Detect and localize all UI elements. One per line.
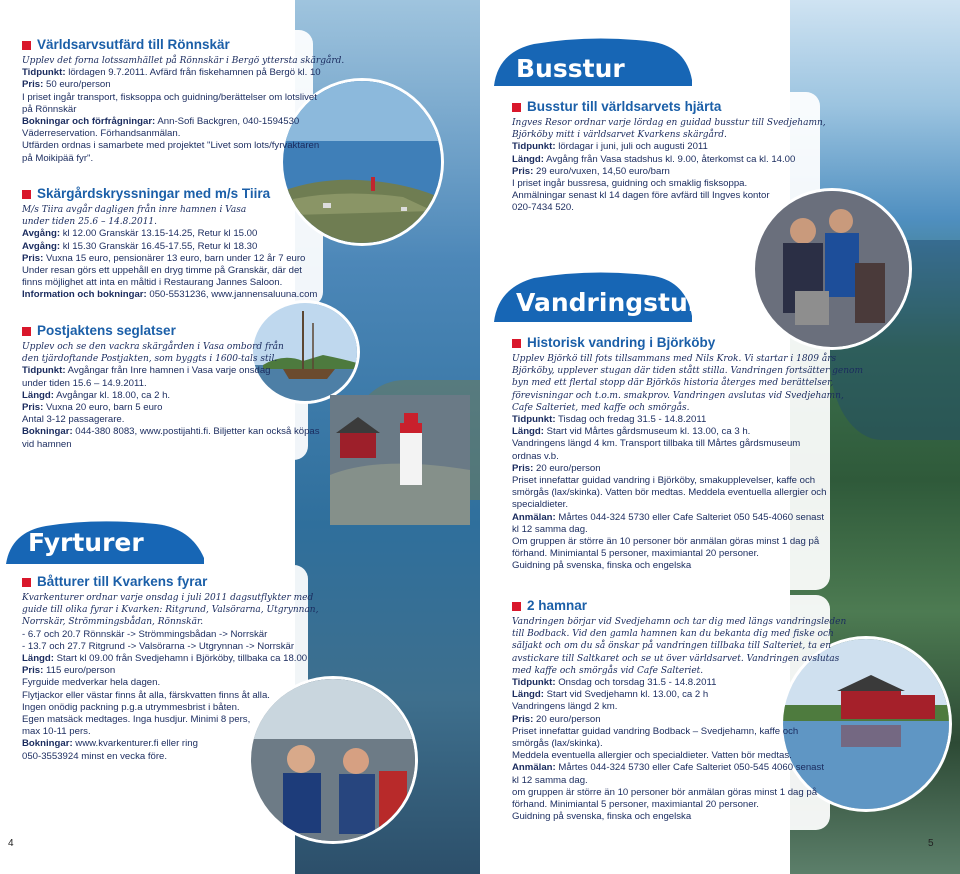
text-line: Björköby mitt i världsarvet Kvarkens skärgård. <box>512 130 727 141</box>
red-bullet-icon <box>512 103 521 112</box>
text-line: smörgås (lax/skinka). Vatten bör medtas. Meddela eventuella allergier och <box>512 487 827 499</box>
text-line: I priset ingår bussresa, guidning och smaklig fisksoppa. <box>512 178 748 190</box>
text-line: Guidning på svenska, finska och engelska <box>512 560 692 572</box>
text-line: byn med ett flertal stopp där Björkös historia återges med berättelser, <box>512 378 834 389</box>
text-line: med kaffe och smörgås vid Cafe Salteriet. <box>512 665 704 676</box>
busstur-banner-label: Busstur <box>516 54 625 83</box>
text-line: - 13.7 och 27.7 Ritgrund -> Valsörarna -> Utgrynnan -> Norrskär <box>22 640 295 652</box>
text-line: kl 12 samma dag. <box>512 774 588 786</box>
text-line: M/s Tiira avgår dagligen från inre hamnen i Vasa <box>22 205 247 215</box>
text-line: Meddela eventuella allergier och specialdieter. Vatten bör medtas. <box>512 750 792 762</box>
text-line: smörgås (lax/skinka). <box>512 738 603 750</box>
section-heading: Busstur till världsarvets hjärta <box>512 99 826 115</box>
section-heading: Skärgårdskryssningar med m/s Tiira <box>22 186 317 202</box>
section-kvarken-lighthouses <box>22 574 318 763</box>
fyrturer-banner <box>6 518 206 564</box>
text-line: Om gruppen är större än 10 personer bör anmälan göras minst 1 dag på <box>512 536 820 548</box>
section-bus-tour <box>512 99 826 215</box>
text-line: Egen matsäck medtages. Inga husdjur. Minimi 8 pers, <box>22 714 251 726</box>
red-bullet-icon <box>22 41 31 50</box>
text-line: ordnas v.b. <box>512 450 559 462</box>
section-two-harbours <box>512 598 846 823</box>
text-line: Tidpunkt: Avgångar från Inre hamnen i Vasa varje onsdag <box>22 365 271 377</box>
text-line: Tidpunkt: Tisdag och fredag 31.5 - 14.8.2011 <box>512 414 707 426</box>
text-line: Tidpunkt: lördagen 9.7.2011. Avfärd från fiskehamnen på Bergö kl. 10 <box>22 67 321 79</box>
text-line: Pris: 29 euro/vuxen, 14,50 euro/barn <box>512 165 670 177</box>
text-line: på Moikipää fyr". <box>22 152 94 164</box>
text-line: Pris: 20 euro/person <box>512 713 601 725</box>
red-bullet-icon <box>512 602 521 611</box>
text-line: Längd: Start vid Svedjehamn kl. 13.00, ca 2 h <box>512 689 709 701</box>
busstur-banner <box>494 36 694 82</box>
section-postjakten <box>22 323 320 451</box>
page-number: 5 <box>928 838 934 849</box>
text-line: under tiden 15.6 – 14.9.2011. <box>22 377 147 389</box>
red-bullet-icon <box>512 339 521 348</box>
text-line: Ingen onödig packning p.g.a utrymmesbrist i båten. <box>22 701 240 713</box>
text-line: Norrskär, Strömmingsbådan, Rönnskär. <box>22 617 204 628</box>
text-line: under tiden 25.6 – 14.8.2011. <box>22 217 158 228</box>
text-line: I priset ingår transport, fisksoppa och guidning/berättelser om lotslivet <box>22 91 317 103</box>
section-tiira <box>22 186 317 302</box>
text-line: Anmälan: Mårtes 044-324 5730 eller Cafe Salteriet 050-545 4060 senast <box>512 762 824 774</box>
text-line: Antal 3-12 passagerare. <box>22 414 125 426</box>
text-line: Guidning på svenska, finska och engelska <box>512 811 692 823</box>
text-line: Vandringens längd 2 km. <box>512 701 618 713</box>
text-line: Information och bokningar: 050-5531236, www.jannensaluuna.com <box>22 289 318 301</box>
text-line: finns möjlighet att inta en måltid i Restaurang Jannes Saloon. <box>22 277 283 289</box>
text-line: Björköby, upplever stugan där tiden stått stilla. Vandringen fortsätter genom <box>512 366 863 377</box>
text-line: kl 12 samma dag. <box>512 523 588 535</box>
text-line: Priset innefattar guidad vandring i Björköby, smakupplevelser, kaffe och <box>512 475 816 487</box>
text-line: Väderreservation. Förhandsanmälan. <box>22 128 181 140</box>
text-line: Flytjackor eller västar finns åt alla, färskvatten finns åt alla. <box>22 689 270 701</box>
text-line: max 10-11 pers. <box>22 726 91 738</box>
text-line: Längd: Avgångar kl. 18.00, ca 2 h. <box>22 389 171 401</box>
red-bullet-icon <box>22 578 31 587</box>
text-line: Utfärden ordnas i samarbete med projektet "Livet som lots/fyrvaktaren <box>22 140 320 152</box>
text-line: Längd: Avgång från Vasa stadshus kl. 9.00, återkomst ca kl. 14.00 <box>512 153 796 165</box>
section-historic-walk <box>512 335 863 573</box>
text-line: Vandringen börjar vid Svedjehamn och tar dig med längs vandringsleden <box>512 617 847 627</box>
text-line: guide till olika fyrar i Kvarken: Ritgrund, Valsörarna, Utgrynnan, <box>22 605 319 616</box>
text-line: Pris: 115 euro/person <box>22 665 116 677</box>
text-line: förhand. Minimiantal 5 personer, maximiantal 20 personer. <box>512 799 759 811</box>
text-line: Under resan görs ett uppehåll en dryg timme på Granskär, där det <box>22 265 302 277</box>
text-line: Priset innefattar guidad vandring Bodback – Svedjehamn, kaffe och <box>512 725 799 737</box>
text-line: Längd: Start vid Mårtes gårdsmuseum kl. 13.00, ca 3 h. <box>512 426 751 438</box>
text-line: Anmälningar senast kl 14 dagen före avfärd till Ingves kontor <box>512 190 770 202</box>
text-line: på Rönnskär <box>22 103 77 115</box>
text-line: Upplev det forna lotssamhället på Rönnskär i Bergö yttersta skärgård. <box>22 56 345 66</box>
red-bullet-icon <box>22 327 31 336</box>
text-line: specialdieter. <box>512 499 568 511</box>
text-line: Kvarkenturer ordnar varje onsdag i juli 2011 dagsutflykter med <box>22 593 314 603</box>
text-line: Ingves Resor ordnar varje lördag en guidad busstur till Svedjehamn, <box>512 118 826 128</box>
text-line: vid hamnen <box>22 438 72 450</box>
text-line: förhand. Minimiantal 5 personer, maximiantal 20 personer. <box>512 548 759 560</box>
section-heading: Världsarvsutfärd till Rönnskär <box>22 37 344 53</box>
vandringsturer-banner <box>494 270 730 317</box>
page-number: 4 <box>8 838 14 849</box>
lighthouse-photo <box>330 395 470 525</box>
text-line: Pris: 20 euro/person <box>512 462 601 474</box>
text-line: till Bodback. Vid den gamla hamnen kan du bekanta dig med fiske och <box>512 629 834 640</box>
text-line: Tidpunkt: lördagar i juni, juli och augusti 2011 <box>512 141 708 153</box>
section-heading: Historisk vandring i Björköby <box>512 335 863 351</box>
text-line: Cafe Salteriet, med kaffe och smörgås. <box>512 402 690 413</box>
text-line: Pris: 50 euro/person <box>22 79 111 91</box>
text-line: Avgång: kl 15.30 Granskär 16.45-17.55, Retur kl 18.30 <box>22 240 258 252</box>
vandringsturer-banner-label: Vandringsturer <box>516 288 730 317</box>
text-line: Upplev och se den vackra skärgården i Vasa ombord från <box>22 342 284 352</box>
section-heading: Postjaktens seglatser <box>22 323 320 339</box>
text-line: Pris: Vuxna 15 euro, pensionärer 13 euro, barn under 12 år 7 euro <box>22 252 306 264</box>
text-line: Avgång: kl 12.00 Granskär 13.15-14.25, Retur kl 15.00 <box>22 228 258 240</box>
fyrturer-banner-label: Fyrturer <box>28 528 144 557</box>
text-line: Bokningar och förfrågningar: Ann-Sofi Backgren, 040-1594530 <box>22 116 300 128</box>
text-line: säljakt och om du så önskar på vandringen tillbaka till Salteriet, ta en <box>512 641 832 652</box>
text-line: förevisningar och t.o.m. smakprov. Vandringen avslutas vid Svedjehamn, <box>512 390 844 401</box>
section-ronnskar <box>22 37 344 165</box>
text-line: Anmälan: Mårtes 044-324 5730 eller Cafe Salteriet 050 545-4060 senast <box>512 511 824 523</box>
right-page <box>480 0 960 874</box>
text-line: Bokningar: 044-380 8083, www.postijahti.fi. Biljetter kan också köpas <box>22 426 320 438</box>
text-line: 020-7434 520. <box>512 202 574 214</box>
text-line: om gruppen är större än 10 personer bör anmälan göras minst 1 dag på <box>512 786 818 798</box>
text-line: avstickare till Saltkaret och se ut över världsarvet. Vandringen avslutas <box>512 653 840 664</box>
text-line: Bokningar: www.kvarkenturer.fi eller ring <box>22 738 198 750</box>
text-line: - 6.7 och 20.7 Rönnskär -> Strömmingsbådan -> Norrskär <box>22 628 268 640</box>
text-line: Pris: Vuxna 20 euro, barn 5 euro <box>22 402 163 414</box>
text-line: den tjärdoftande Postjakten, som byggts i 1600-tals stil. <box>22 354 278 365</box>
text-line: Fyrguide medverkar hela dagen. <box>22 677 161 689</box>
text-line: Upplev Björkö till fots tillsammans med Nils Krok. Vi startar i 1809 års <box>512 354 837 364</box>
text-line: Längd: Start kl 09.00 från Svedjehamn i Björköby, tillbaka ca 18.00 <box>22 653 308 665</box>
text-line: 050-3553924 minst en vecka före. <box>22 750 168 762</box>
red-bullet-icon <box>22 190 31 199</box>
text-line: Tidpunkt: Onsdag och torsdag 31.5 - 14.8.2011 <box>512 677 717 689</box>
section-heading: Båtturer till Kvarkens fyrar <box>22 574 318 590</box>
section-heading: 2 hamnar <box>512 598 846 614</box>
text-line: Vandringens längd 4 km. Transport tillbaka till Mårtes gårdsmuseum <box>512 438 801 450</box>
